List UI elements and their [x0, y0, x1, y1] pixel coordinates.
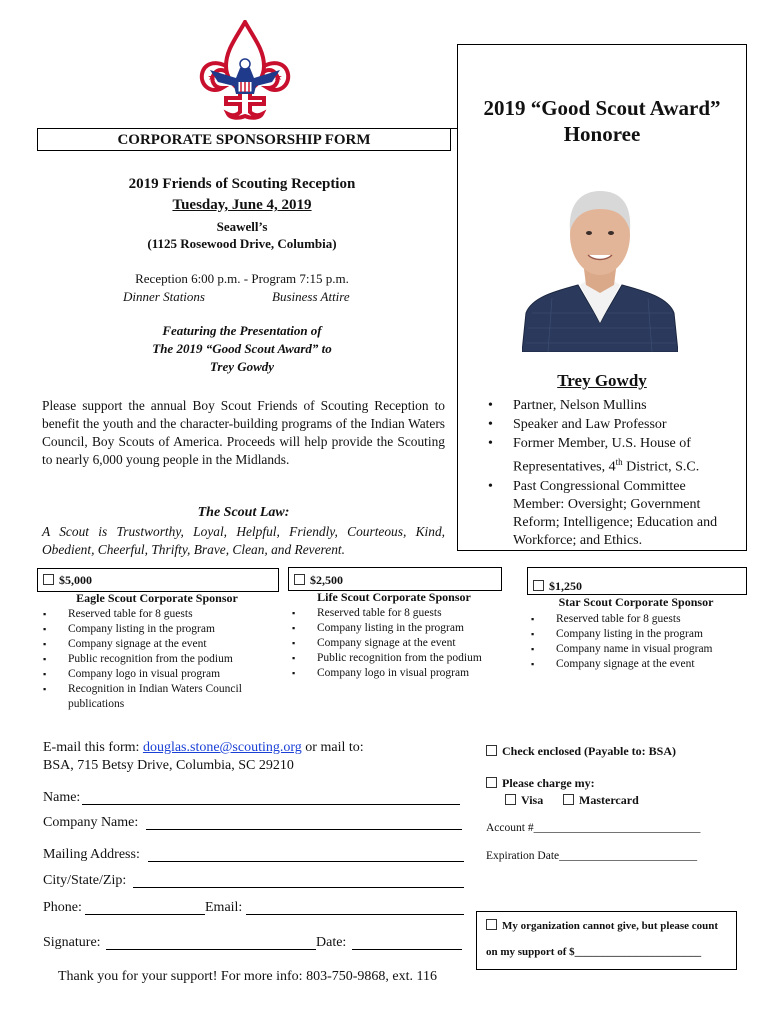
signature-label: Signature:: [43, 935, 101, 950]
list-item: ▪ Company listing in the program: [528, 627, 748, 642]
visa-option[interactable]: [505, 793, 543, 808]
list-item: ▪ Public recognition from the podium: [40, 652, 280, 667]
sponsor-star-name: Star Scout Corporate Sponsor: [558, 595, 714, 609]
list-item: [476, 435, 740, 477]
checkbox[interactable]: [294, 574, 305, 585]
list-item: ▪ Company logo in visual program: [40, 667, 280, 682]
honoree-title-line2: Honoree: [563, 122, 641, 146]
list-item: • Past Congressional Committee Member: Oversight; Government Reform; Intelligence; Education and Workforce; and Ethics.: [476, 478, 740, 550]
featuring-line-1: Featuring the Presentation of: [162, 323, 322, 338]
event-attire: Business Attire: [272, 289, 350, 304]
city-state-zip-field[interactable]: [133, 886, 464, 888]
credential-text: Former Member, U.S. House of Representatives, 4: [513, 436, 691, 475]
list-item: ▪ Company name in visual program: [528, 642, 748, 657]
honoree-photo: [522, 173, 678, 352]
event-times: Reception 6:00 p.m. - Program 7:15 p.m.: [135, 271, 349, 286]
list-item: ▪ Reserved table for 8 guests: [289, 606, 519, 621]
sponsor-eagle-benefits: [40, 607, 280, 712]
name-label: Name:: [43, 790, 81, 805]
sponsor-life-name: Life Scout Corporate Sponsor: [317, 590, 471, 604]
account-number-field[interactable]: Account #_____________________________: [486, 822, 701, 834]
featuring-line-3: Trey Gowdy: [209, 359, 275, 374]
cannot-give-option[interactable]: [486, 919, 718, 932]
list-item: ▪ Company signage at the event: [528, 657, 748, 672]
email-suffix: or mail to:: [301, 740, 364, 755]
city-label: City/State/Zip:: [43, 873, 127, 888]
form-title: CORPORATE SPONSORSHIP FORM: [37, 129, 451, 151]
company-field[interactable]: [146, 828, 462, 830]
honoree-title: [458, 95, 746, 147]
scout-law-text: A Scout is Trustworthy, Loyal, Helpful, Friendly, Courteous, Kind, Obedient, Cheerful, Thrifty, Brave, Clean, and Reverent.: [42, 524, 445, 557]
list-item: ▪ Company listing in the program: [289, 621, 519, 636]
checkbox[interactable]: [486, 919, 497, 930]
list-item: • Partner, Nelson Mullins: [476, 397, 740, 415]
list-item: ▪ Company listing in the program: [40, 622, 280, 637]
phone-label: Phone:: [43, 900, 82, 915]
sponsor-amount-text: $1,250: [549, 579, 582, 593]
date-field[interactable]: [352, 948, 462, 950]
honoree-panel: [457, 44, 747, 551]
mailing-label: Mailing Address:: [43, 847, 140, 862]
phone-field[interactable]: [85, 913, 205, 915]
list-item: ▪ Company signage at the event: [289, 636, 519, 651]
list-item: ▪ Public recognition from the podium: [289, 651, 519, 666]
list-item: ▪ Reserved table for 8 guests: [40, 607, 280, 622]
company-label: Company Name:: [43, 815, 139, 830]
scout-law-title: The Scout Law:: [197, 505, 290, 520]
list-item: • Speaker and Law Professor: [476, 416, 740, 434]
checkbox[interactable]: [533, 580, 544, 591]
honoree-title-line1: 2019 “Good Scout Award”: [483, 96, 721, 120]
mail-address: BSA, 715 Betsy Drive, Columbia, SC 29210: [43, 758, 294, 773]
credential-tail: District, S.C.: [622, 459, 700, 475]
signature-field[interactable]: [106, 948, 316, 950]
list-item: ▪ Reserved table for 8 guests: [528, 612, 748, 627]
checkbox[interactable]: [486, 745, 497, 756]
honoree-credentials: [476, 397, 740, 551]
support-paragraph: Please support the annual Boy Scout Friends of Scouting Reception to benefit the youth and the character-building programs of the Indian Waters Council, Boy Scouts of America. Proceeds will help provide the Scouting to nearly 6,000 young people in the Midlands.: [42, 398, 445, 467]
mastercard-label: Mastercard: [579, 793, 639, 807]
visa-label: Visa: [521, 793, 544, 807]
event-venue: Seawell’s: [216, 219, 268, 234]
event-dinner: Dinner Stations: [123, 289, 205, 304]
sponsor-eagle-name: Eagle Scout Corporate Sponsor: [76, 591, 238, 605]
featuring-line-2: The 2019 “Good Scout Award” to: [152, 341, 332, 356]
honoree-name: Trey Gowdy: [557, 371, 647, 390]
charge-card-option[interactable]: [486, 776, 595, 791]
checkbox[interactable]: [505, 794, 516, 805]
email-field[interactable]: [246, 913, 464, 915]
sponsor-eagle-amount[interactable]: [43, 573, 92, 588]
cannot-give-label: My organization cannot give, but please count: [502, 920, 719, 932]
email-instructions: [43, 740, 364, 756]
thanks-text: Thank you for your support! For more info: 803-750-9868, ext. 116: [58, 969, 437, 984]
mastercard-option[interactable]: [563, 793, 639, 808]
sponsor-life-benefits: [289, 606, 519, 681]
bsa-fleur-de-lis-eagle-icon: [196, 20, 294, 120]
sponsor-life-amount[interactable]: [294, 573, 343, 588]
checkbox[interactable]: [486, 777, 497, 788]
date-label: Date:: [316, 935, 347, 950]
event-date-text: Tuesday, June 4, 2019: [172, 197, 312, 213]
email-prefix: E-mail this form:: [43, 740, 143, 755]
sponsor-amount-text: $5,000: [59, 573, 92, 587]
check-enclosed-label: Check enclosed (Payable to: BSA): [502, 744, 676, 758]
event-address: (1125 Rosewood Drive, Columbia): [147, 236, 337, 251]
check-enclosed-option[interactable]: [486, 744, 676, 759]
name-field[interactable]: [82, 803, 460, 805]
checkbox[interactable]: [563, 794, 574, 805]
checkbox[interactable]: [43, 574, 54, 585]
list-item: ▪ Recognition in Indian Waters Council publications: [40, 682, 280, 712]
email-label: Email:: [205, 900, 243, 915]
support-amount-field[interactable]: on my support of $_______________________: [486, 946, 702, 958]
event-title: 2019 Friends of Scouting Reception: [128, 176, 356, 192]
sponsor-star-amount[interactable]: [533, 579, 582, 594]
credential-superscript: th: [615, 457, 623, 467]
list-item: ▪ Company signage at the event: [40, 637, 280, 652]
charge-card-label: Please charge my:: [502, 776, 595, 790]
expiration-date-field[interactable]: Expiration Date________________________: [486, 850, 698, 862]
event-date: [40, 197, 444, 214]
list-item: ▪ Company logo in visual program: [289, 666, 519, 681]
mailing-address-field[interactable]: [148, 860, 464, 862]
email-link[interactable]: douglas.stone@scouting.org: [142, 740, 302, 755]
sponsor-star-benefits: [528, 612, 748, 672]
sponsor-amount-text: $2,500: [310, 573, 343, 587]
